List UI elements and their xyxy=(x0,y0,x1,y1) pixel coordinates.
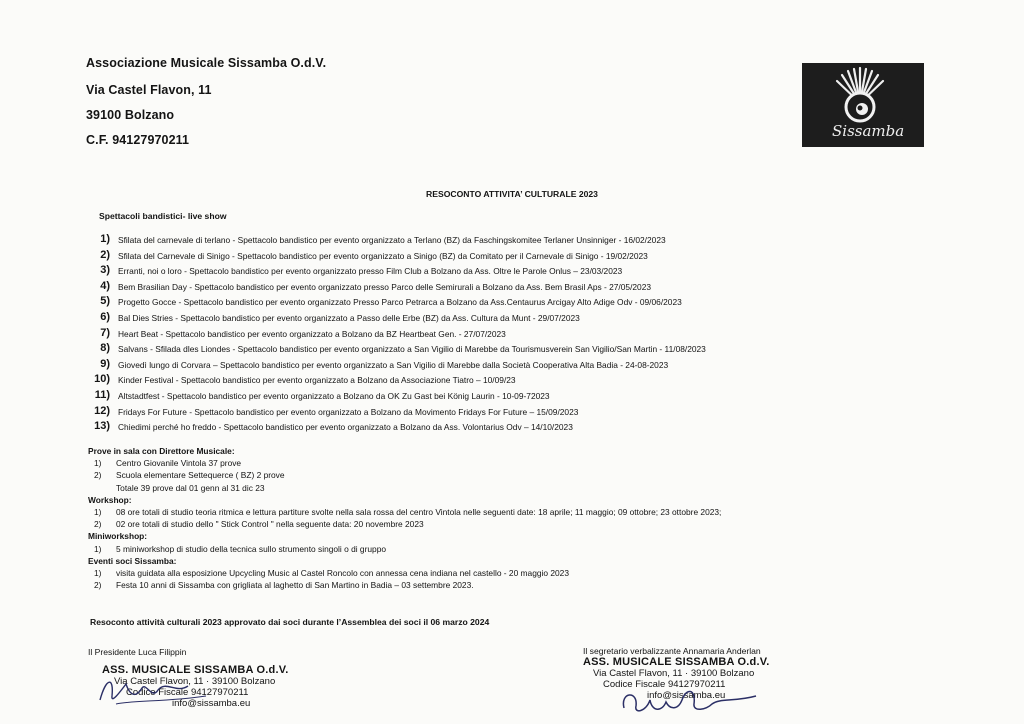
list-item: 2) 02 ore totali di studio dello " Stick Control " nella seguente data: 20 novembre 2023 xyxy=(94,519,424,530)
secretary-label: Il segretario verbalizzante Annamaria Anderlan xyxy=(583,646,761,656)
org-name: Associazione Musicale Sissamba O.d.V. xyxy=(86,56,327,70)
list-item: 8) Salvans - Sfilada dles Liondes - Spettacolo bandistico per evento organizzato a San Vigilio di Marebbe da Tourismusverein San Vigilio/San Martin - 11/08/2023 xyxy=(100,342,706,355)
list-item: 1) visita guidata alla esposizione Upcycling Music al Castel Roncolo con annessa cena indiana nel castello - 20 maggio 2023 xyxy=(94,567,569,578)
org-fiscal-code: C.F. 94127970211 xyxy=(86,133,190,147)
list-item: 13) Chiedimi perché ho freddo - Spettacolo bandistico per evento organizzato a Bolzano da Ass. Volontarius Odv – 14/10/2023 xyxy=(94,420,573,433)
prove-total: Totale 39 prove dal 01 genn al 31 dic 23 xyxy=(116,482,265,493)
miniworkshop-title: Miniworkshop: xyxy=(88,531,148,542)
activities-block xyxy=(88,446,721,592)
list-item: 2) Festa 10 anni di Sissamba con grigliata al laghetto di San Martino in Badia – 03 settembre 2023. xyxy=(94,580,474,591)
list-item: 9) Giovedì lungo di Corvara – Spettacolo bandistico per evento organizzato a San Vigilio di Marebbe dalla Società Cooperativa Alta Badia - 24-08-2023 xyxy=(100,357,669,370)
page-title: RESOCONTO ATTIVITA’ CULTURALE 2023 xyxy=(426,189,598,199)
list-item: 1) Centro Giovanile Vintola 37 prove xyxy=(94,458,242,469)
eventi-title: Eventi soci Sissamba: xyxy=(88,555,177,566)
sun-rays-logo-icon xyxy=(802,63,924,147)
section-live-show: Spettacoli bandistici- live show xyxy=(99,211,227,221)
list-item: 6) Bal Dies Stries - Spettacolo bandistico per evento organizzato a Passo delle Erbe (BZ) da Ass. Cultura da Munt - 29/07/2023 xyxy=(100,310,580,323)
org-city: 39100 Bolzano xyxy=(86,108,175,122)
logo-wordmark: Sissamba xyxy=(832,122,905,140)
org-address: Via Castel Flavon, 11 xyxy=(86,83,212,97)
list-item: 1) 08 ore totali di studio teoria ritmica e lettura partiture svolte nella sala rossa del centro Vintola nelle seguenti date: 18 aprile; 11 maggio; 09 ottobre; 23 ottobre 2023; xyxy=(94,506,722,517)
list-item: 2) Scuola elementare Settequerce ( BZ) 2 prove xyxy=(94,470,285,481)
workshop-title: Workshop: xyxy=(88,494,132,505)
stamp-right: ASS. MUSICALE SISSAMBA O.d.V. Via Castel Flavon, 11 · 39100 Bolzano Codice Fiscale 94127970211 info@sissamba.eu xyxy=(583,656,770,701)
list-item: 7) Heart Beat - Spettacolo bandistico per evento organizzato a Bolzano da BZ Heartbeat Gen. - 27/07/2023 xyxy=(100,326,506,339)
president-label: Il Presidente Luca Filippin xyxy=(88,647,187,657)
prove-title: Prove in sala con Direttore Musicale: xyxy=(88,446,235,456)
list-item: 11) Altstadtfest - Spettacolo bandistico per evento organizzato a Bolzano da OK Zu Gast bei König Laurin - 10-09-72023 xyxy=(94,388,550,401)
list-item: 5) Progetto Gocce - Spettacolo bandistico per evento organizzato Presso Parco Petrarca a Bolzano da Ass.Centaurus Arcigay Alto Adige Odv - 09/06/2023 xyxy=(100,295,682,308)
sissamba-logo xyxy=(802,63,924,147)
list-item: 3) Erranti, noi o loro - Spettacolo bandistico per evento organizzato presso Film Club a Bolzano da Ass. Oltre le Parole Onlus – 23/03/2023 xyxy=(100,264,623,277)
list-item: 1) Sfilata del carnevale di terlano - Spettacolo bandistico per evento organizzato a Terlano (BZ) da Faschingskomitee Terlaner Unsinniger - 16/02/2023 xyxy=(100,233,666,245)
list-item: 4) Bem Brasilian Day - Spettacolo bandistico per evento organizzato presso Parco delle Semirurali a Bolzano da Ass. Bem Brasil Aps - 27/05/2023 xyxy=(100,279,652,292)
list-item: 2) Sfilata del Carnevale di Sinigo - Spettacolo bandistico per evento organizzato a Sinigo (BZ) da Comitato per il Carnevale di Sinigo - 19/02/2023 xyxy=(100,248,648,261)
stamp-left: ASS. MUSICALE SISSAMBA O.d.V. Via Castel Flavon, 11 · 39100 Bolzano Codice Fiscale 94127970211 info@sissamba.eu xyxy=(102,664,289,709)
list-item: 1) 5 miniworkshop di studio della tecnica sullo strumento singoli o di gruppo xyxy=(94,543,387,554)
approval-note: Resoconto attività culturali 2023 approvato dai soci durante l’Assemblea dei soci il 06 marzo 2024 xyxy=(90,617,490,627)
shows-list xyxy=(88,233,1008,436)
list-item: 12) Fridays For Future - Spettacolo bandistico per evento organizzato a Bolzano da Movimento Fridays For Future – 15/09/2023 xyxy=(94,404,579,417)
list-item: 10) Kinder Festival - Spettacolo bandistico per evento organizzato a Bolzano da Associazione Tiatro – 10/09/23 xyxy=(94,373,516,386)
